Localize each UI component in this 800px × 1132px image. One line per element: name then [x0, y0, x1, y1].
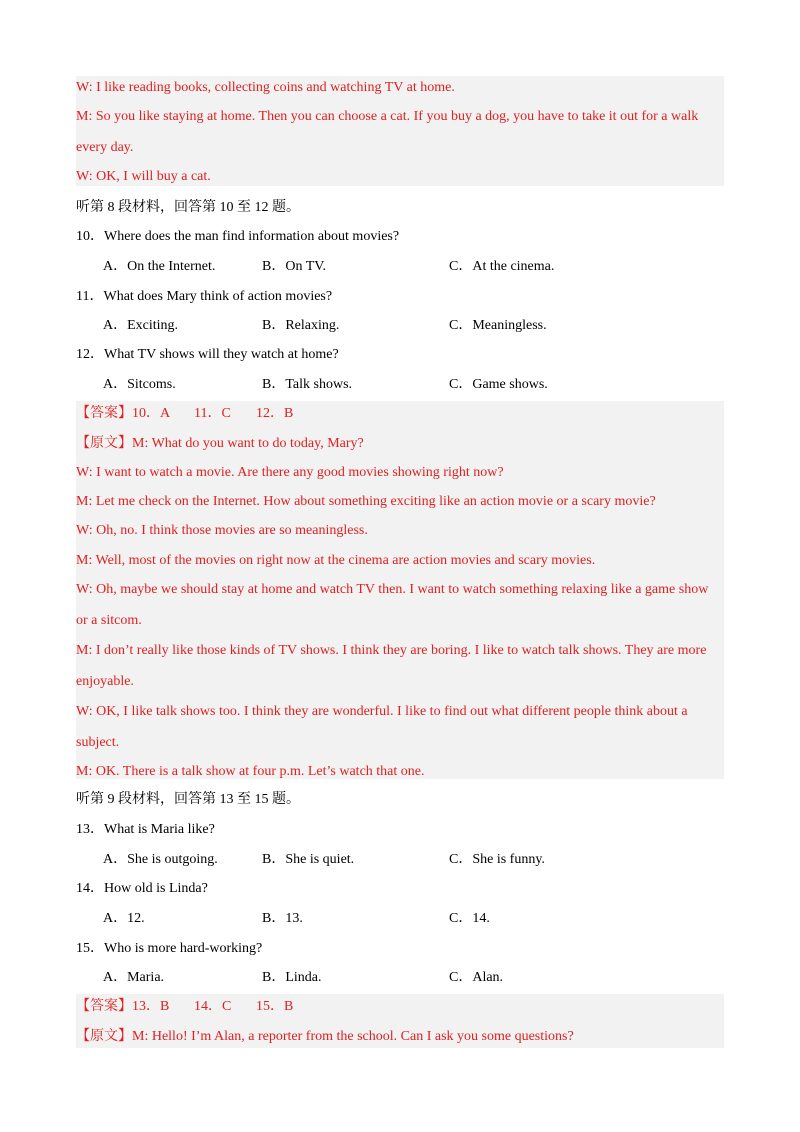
question-text: 11．What does Mary think of action movies? — [76, 289, 333, 304]
option-c: C．14. — [449, 911, 490, 926]
option-a: A．Maria. — [103, 970, 165, 985]
dialog-line: W: I like reading books, collecting coins and watching TV at home. — [76, 80, 455, 95]
script-line: W: Oh, maybe we should stay at home and watch TV then. I want to watch something relaxing like a game show — [76, 582, 709, 597]
answer-item: 12．B — [256, 406, 294, 421]
option-c: C．Game shows. — [449, 377, 548, 392]
option-b: B．Talk shows. — [262, 377, 353, 392]
option-a: A．Exciting. — [103, 318, 179, 333]
question-text: 13．What is Maria like? — [76, 822, 215, 837]
option-a: A．On the Internet. — [103, 259, 216, 274]
answer-item: 13．B — [132, 999, 170, 1014]
option-c: C．Meaningless. — [449, 318, 547, 333]
script-line: W: I want to watch a movie. Are there any good movies showing right now? — [76, 465, 504, 480]
option-a: A．Sitcoms. — [103, 377, 176, 392]
option-b: B．13. — [262, 911, 303, 926]
dialog-continuation — [76, 76, 724, 186]
script-label: 【原文】 — [76, 436, 132, 451]
script-line: enjoyable. — [76, 674, 134, 689]
script-line: M: OK. There is a talk show at four p.m. Let’s watch that one. — [76, 764, 425, 779]
script-line: M: I don’t really like those kinds of TV shows. I think they are boring. I like to watch talk shows. They are more — [76, 643, 707, 658]
answer-item: 15．B — [256, 999, 294, 1014]
answer-line — [76, 998, 293, 1016]
answer-script-block — [76, 401, 724, 779]
option-b: B．Linda. — [262, 970, 322, 985]
section-header: 听第 9 段材料，回答第 13 至 15 题。 — [76, 792, 300, 807]
script-line: M: Well, most of the movies on right now at the cinema are action movies and scary movies. — [76, 553, 596, 568]
option-c: C．She is funny. — [449, 852, 545, 867]
script-line: W: OK, I like talk shows too. I think they are wonderful. I like to find out what different people think about a — [76, 704, 688, 719]
answer-item: 14．C — [194, 999, 232, 1014]
option-a: A．12. — [103, 911, 145, 926]
section-header: 听第 8 段材料，回答第 10 至 12 题。 — [76, 200, 300, 215]
answer-label: 【答案】 — [76, 406, 132, 421]
option-a: A．She is outgoing. — [103, 852, 218, 867]
option-b: B．On TV. — [262, 259, 327, 274]
script-line: W: Oh, no. I think those movies are so meaningless. — [76, 523, 368, 538]
answer-label: 【答案】 — [76, 999, 132, 1014]
option-c: C．Alan. — [449, 970, 504, 985]
answer-item: 11．C — [194, 406, 231, 421]
answer-script-block — [76, 994, 724, 1048]
answer-line — [76, 405, 293, 423]
option-b: B．She is quiet. — [262, 852, 355, 867]
option-b: B．Relaxing. — [262, 318, 340, 333]
option-c: C．At the cinema. — [449, 259, 555, 274]
script-line: 【原文】M: What do you want to do today, Mary? — [76, 436, 364, 451]
script-line: 【原文】M: Hello! I’m Alan, a reporter from the school. Can I ask you some questions? — [76, 1029, 574, 1044]
question-text: 15．Who is more hard-working? — [76, 941, 263, 956]
script-line: M: Let me check on the Internet. How about something exciting like an action movie or a scary movie? — [76, 494, 656, 509]
question-text: 12．What TV shows will they watch at home? — [76, 347, 339, 362]
script-line: or a sitcom. — [76, 613, 142, 628]
question-text: 14．How old is Linda? — [76, 881, 208, 896]
question-text: 10．Where does the man find information about movies? — [76, 229, 400, 244]
dialog-line: every day. — [76, 140, 134, 155]
script-label: 【原文】 — [76, 1029, 132, 1044]
dialog-line: W: OK, I will buy a cat. — [76, 169, 211, 184]
dialog-line: M: So you like staying at home. Then you can choose a cat. If you buy a dog, you have to take it out for a walk — [76, 109, 699, 124]
answer-item: 10．A — [132, 406, 171, 421]
script-line: subject. — [76, 735, 120, 750]
